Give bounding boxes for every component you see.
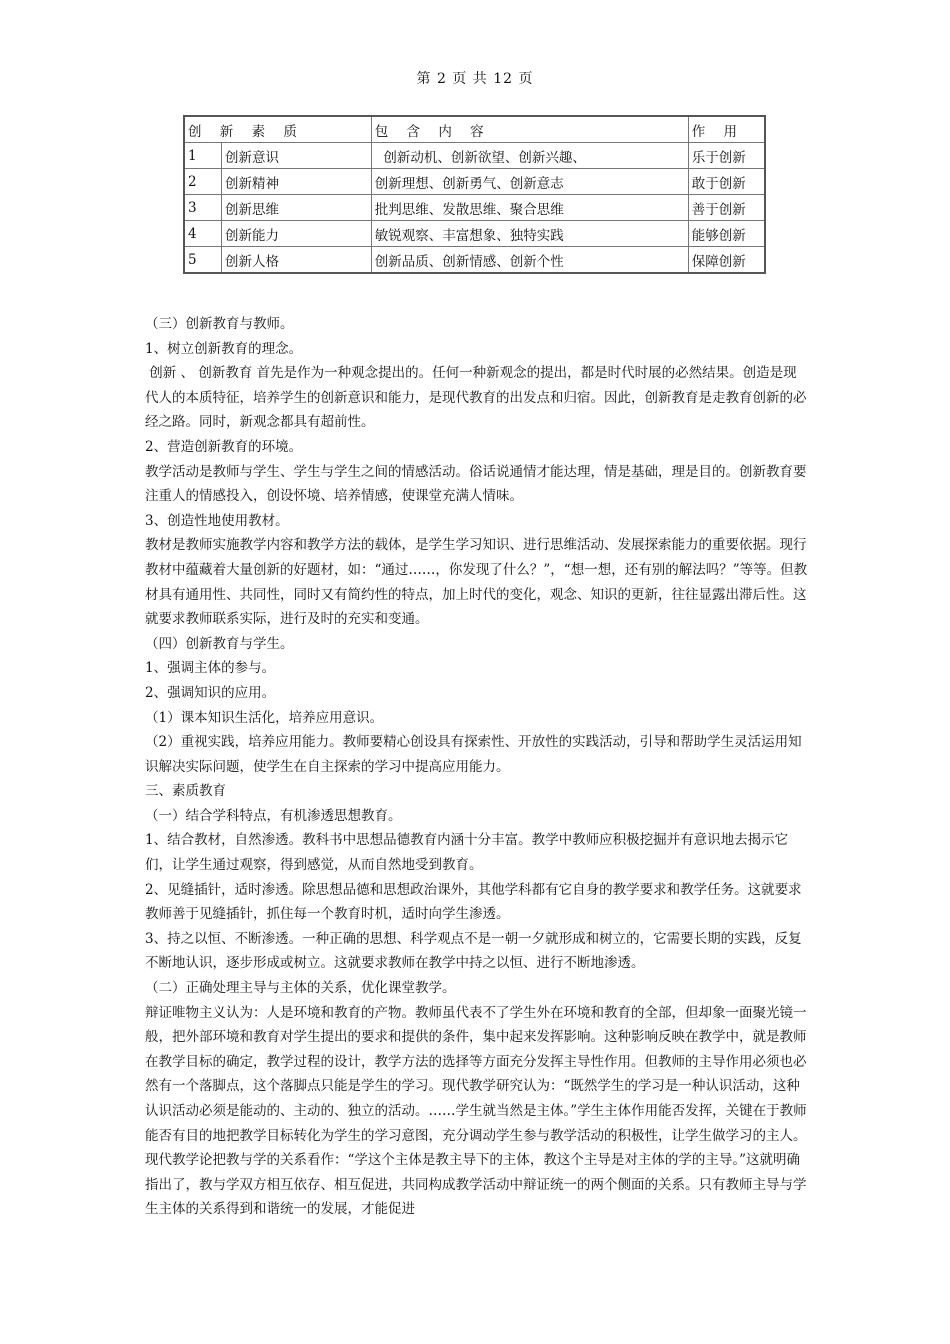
header-cell-quality: 创 新 素 质	[184, 116, 371, 143]
header-cell-role: 作 用	[688, 116, 765, 143]
paragraph: 教学活动是教师与学生、学生与学生之间的情感活动。俗话说通情才能达理，情是基础，理是目的。创新教育要注重人的情感投入，创设怀境、培养情感，使课堂充满人情味。	[145, 463, 807, 505]
row-number: 3	[184, 195, 222, 221]
subheading: 3、创造性地使用教材。	[145, 512, 289, 529]
row-number: 5	[184, 247, 222, 274]
table-header-row	[184, 116, 765, 143]
subheading: 1、树立创新教育的理念。	[145, 340, 303, 357]
row-content: 敏锐观察、丰富想象、独特实践	[371, 221, 688, 247]
subheading: （1）课本知识生活化，培养应用意识。	[145, 709, 384, 726]
table-row	[184, 195, 765, 221]
row-quality-name: 创新能力	[222, 221, 372, 247]
paragraph: 1、结合教材，自然渗透。教科书中思想品德教育内涵十分丰富。教学中教师应积极挖掘并有意识地去揭示它们，让学生通过观察，得到感觉，从而自然地受到教育。	[145, 832, 789, 874]
section-heading: （二）正确处理主导与主体的关系，优化课堂教学。	[145, 980, 456, 997]
row-role: 善于创新	[688, 195, 765, 221]
paragraph: 3、持之以恒、不断渗透。一种正确的思想、科学观点不是一朝一夕就形成和树立的，它需要长期的实践，反复不断地认识，逐步形成或树立。这就要求教师在教学中持之以恒、进行不断地渗透。	[145, 930, 802, 972]
section-heading: （一）结合学科特点，有机渗透思想教育。	[145, 807, 402, 824]
paragraph: 辩证唯物主义认为：人是环境和教育的产物。教师虽代表不了学生外在环境和教育的全部，但却象一面聚光镜一般，把外部环境和教育对学生提出的要求和提供的条件，集中起来发挥影响。这种影响反映在教学中，就是教师在教学目标的确定，教学过程的设计，教学方法的选择等方面充分发挥主导性作用。但教师的主导作用必须也必然有一个落脚点，这个落脚点只能是学生的学习。现代教学研究认为：“既然学生的学习是一种认识活动，这种认识活动必须是能动的、主动的、独立的活动。……学生就当然是主体。”学生主体作用能否发挥，关键在于教师能否有目的地把教学目标转化为学生的学习意图，充分调动学生参与教学活动的积极性，让学生做学习的主人。现代教学论把教与学的关系看作：“学这个主体是教主导下的主体，教这个主导是对主体的学的主导。”这就明确指出了，教与学双方相互依存、相互促进，共同构成教学活动中辩证统一的两个侧面的关系。只有教师主导与学生主体的关系得到和谐统一的发展，才能促进	[145, 1004, 807, 1218]
row-quality-name: 创新思维	[222, 195, 372, 221]
table-row	[184, 169, 765, 195]
subheading: 2、营造创新教育的环境。	[145, 438, 303, 455]
section-heading: 三、素质教育	[145, 783, 226, 800]
row-number: 1	[184, 143, 222, 169]
row-role: 保障创新	[688, 247, 765, 274]
subheading: 1、强调主体的参与。	[145, 660, 276, 677]
row-role: 能够创新	[688, 221, 765, 247]
section-heading: （三）创新教育与教师。	[145, 316, 294, 332]
paragraph: 创新 、 创新教育 首先是作为一种观念提出的。任何一种新观念的提出，都是时代时展的必然结果。创造是现代人的本质特征，培养学生的创新意识和能力，是现代教育的出发点和归宿。因此，创新教育是走教育创新的必经之路。同时，新观念都具有超前性。	[145, 365, 807, 431]
page-number-header: 第 2 页 共 12 页	[416, 71, 534, 87]
row-role: 敢于创新	[688, 169, 765, 195]
header-cell-content: 包 含 内 容	[371, 116, 688, 143]
table-row	[184, 221, 765, 247]
row-role: 乐于创新	[688, 143, 765, 169]
row-number: 2	[184, 169, 222, 195]
body-text	[145, 312, 810, 1222]
row-content: 批判思维、发散思维、聚合思维	[371, 195, 688, 221]
row-number: 4	[184, 221, 222, 247]
row-quality-name: 创新精神	[222, 169, 372, 195]
innovation-quality-table	[183, 115, 766, 274]
subheading: 2、强调知识的应用。	[145, 684, 276, 701]
row-content: 创新动机、创新欲望、创新兴趣、	[371, 143, 688, 169]
row-content: 创新品质、创新情感、创新个性	[371, 247, 688, 274]
row-quality-name: 创新意识	[222, 143, 372, 169]
table-row	[184, 143, 765, 169]
paragraph: 教材是教师实施教学内容和教学方法的载体，是学生学习知识、进行思维活动、发展探索能力的重要依据。现行教材中蕴藏着大量创新的好题材，如：“通过……，你发现了什么？”，“想一想，还有别的解法吗？”等等。但教材具有通用性、共同性，同时又有简约性的特点，加上时代的变化，观念、知识的更新，往往显露出滞后性。这就要求教师联系实际，进行及时的充实和变通。	[145, 537, 808, 628]
row-content: 创新理想、创新勇气、创新意志	[371, 169, 688, 195]
section-heading: （四）创新教育与学生。	[145, 635, 294, 652]
paragraph: 2、见缝插针，适时渗透。除思想品德和思想政治课外，其他学科都有它自身的教学要求和教学任务。这就要求教师善于见缝插针，抓住每一个教育时机，适时向学生渗透。	[145, 881, 802, 923]
paragraph: （2）重视实践，培养应用能力。教师要精心创设具有探索性、开放性的实践活动，引导和帮助学生灵活运用知识解决实际问题，使学生在自主探索的学习中提高应用能力。	[145, 734, 802, 775]
table-row	[184, 247, 765, 274]
row-quality-name: 创新人格	[222, 247, 372, 274]
